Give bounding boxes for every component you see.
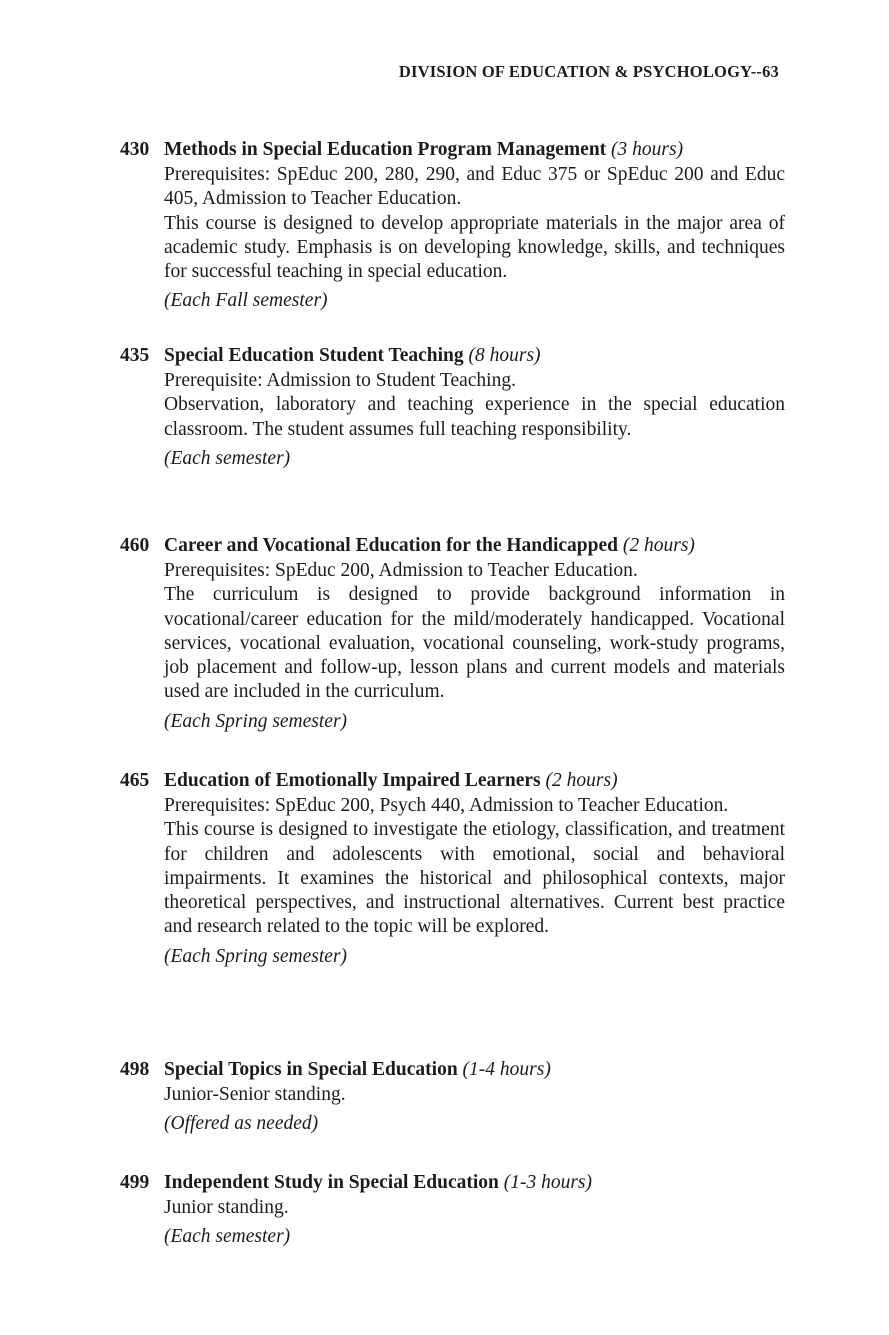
course-body <box>164 559 785 705</box>
course-prerequisites: Prerequisites: SpEduc 200, Admission to Teacher Education. <box>164 560 638 581</box>
course-number: 430 <box>120 139 150 160</box>
course-title: Career and Vocational Education for the Handicapped <box>164 535 618 556</box>
course-body <box>164 1196 785 1220</box>
course-heading <box>120 767 785 794</box>
course-hours: (2 hours) <box>622 535 695 556</box>
course-prerequisites: Junior standing. <box>164 1197 289 1218</box>
course-offered: (Offered as needed) <box>164 1113 319 1135</box>
course-title: Special Education Student Teaching <box>164 345 464 366</box>
course-number: 499 <box>120 1172 150 1193</box>
course-number: 435 <box>120 345 150 366</box>
course-heading <box>120 136 785 163</box>
course-offered: (Each semester) <box>164 1226 291 1248</box>
course-number: 460 <box>120 535 150 556</box>
course-offered: (Each Spring semester) <box>164 710 348 732</box>
course-entry-499 <box>120 1169 785 1249</box>
course-body <box>164 1083 785 1107</box>
course-title: Special Topics in Special Education <box>164 1059 458 1080</box>
course-heading <box>120 1056 785 1083</box>
course-hours: (1-4 hours) <box>462 1059 551 1080</box>
course-offered: (Each Spring semester) <box>164 945 348 967</box>
course-heading <box>120 342 785 369</box>
page-header: DIVISION OF EDUCATION & PSYCHOLOGY--63 <box>398 62 779 81</box>
course-offered: (Each Fall semester) <box>164 290 328 312</box>
course-entry-465 <box>120 767 785 969</box>
course-number: 498 <box>120 1059 150 1080</box>
course-entry-435 <box>120 342 785 471</box>
course-title: Independent Study in Special Education <box>164 1172 499 1193</box>
course-title: Methods in Special Education Program Management <box>164 139 607 160</box>
course-hours: (3 hours) <box>611 139 684 160</box>
course-description: The curriculum is designed to provide background information in vocational/career education for the mild/moderately handicapped. Vocational services, vocational evaluation, vocational counseling, work-study programs, job placement and follow-up, lesson plans and current models and materials used are included in the curriculum. <box>164 584 785 703</box>
course-description: This course is designed to investigate the etiology, classification, and treatment for children and adolescents with emotional, social and behavioral impairments. It examines the historical and philosophical contexts, major theoretical perspectives, and instructional alternatives. Current best practice and research related to the topic will be explored. <box>164 819 785 938</box>
course-prerequisites: Prerequisites: SpEduc 200, Psych 440, Admission to Teacher Education. <box>164 795 729 816</box>
course-description: This course is designed to develop appropriate materials in the major area of academic study. Emphasis is on developing knowledge, skills, and techniques for successful teaching in special education. <box>164 212 785 283</box>
course-body <box>164 794 785 940</box>
course-prerequisites: Junior-Senior standing. <box>164 1084 346 1105</box>
course-body <box>164 369 785 442</box>
course-title: Education of Emotionally Impaired Learners <box>164 770 541 791</box>
course-entry-430 <box>120 136 785 313</box>
course-description: Observation, laboratory and teaching experience in the special education classroom. The student assumes full teaching responsibility. <box>164 394 785 440</box>
course-prerequisites: Prerequisites: SpEduc 200, 280, 290, and Educ 375 or SpEduc 200 and Educ 405, Admission to Teacher Education. <box>164 164 785 210</box>
course-hours: (1-3 hours) <box>503 1172 593 1193</box>
course-number: 465 <box>120 770 150 791</box>
course-offered: (Each semester) <box>164 447 291 469</box>
course-entry-498 <box>120 1056 785 1136</box>
course-hours: (8 hours) <box>468 345 541 366</box>
course-heading <box>120 1169 785 1196</box>
course-prerequisites: Prerequisite: Admission to Student Teaching. <box>164 370 516 391</box>
course-heading <box>120 532 785 559</box>
course-entry-460 <box>120 532 785 734</box>
course-hours: (2 hours) <box>545 770 618 791</box>
course-body <box>164 163 785 284</box>
